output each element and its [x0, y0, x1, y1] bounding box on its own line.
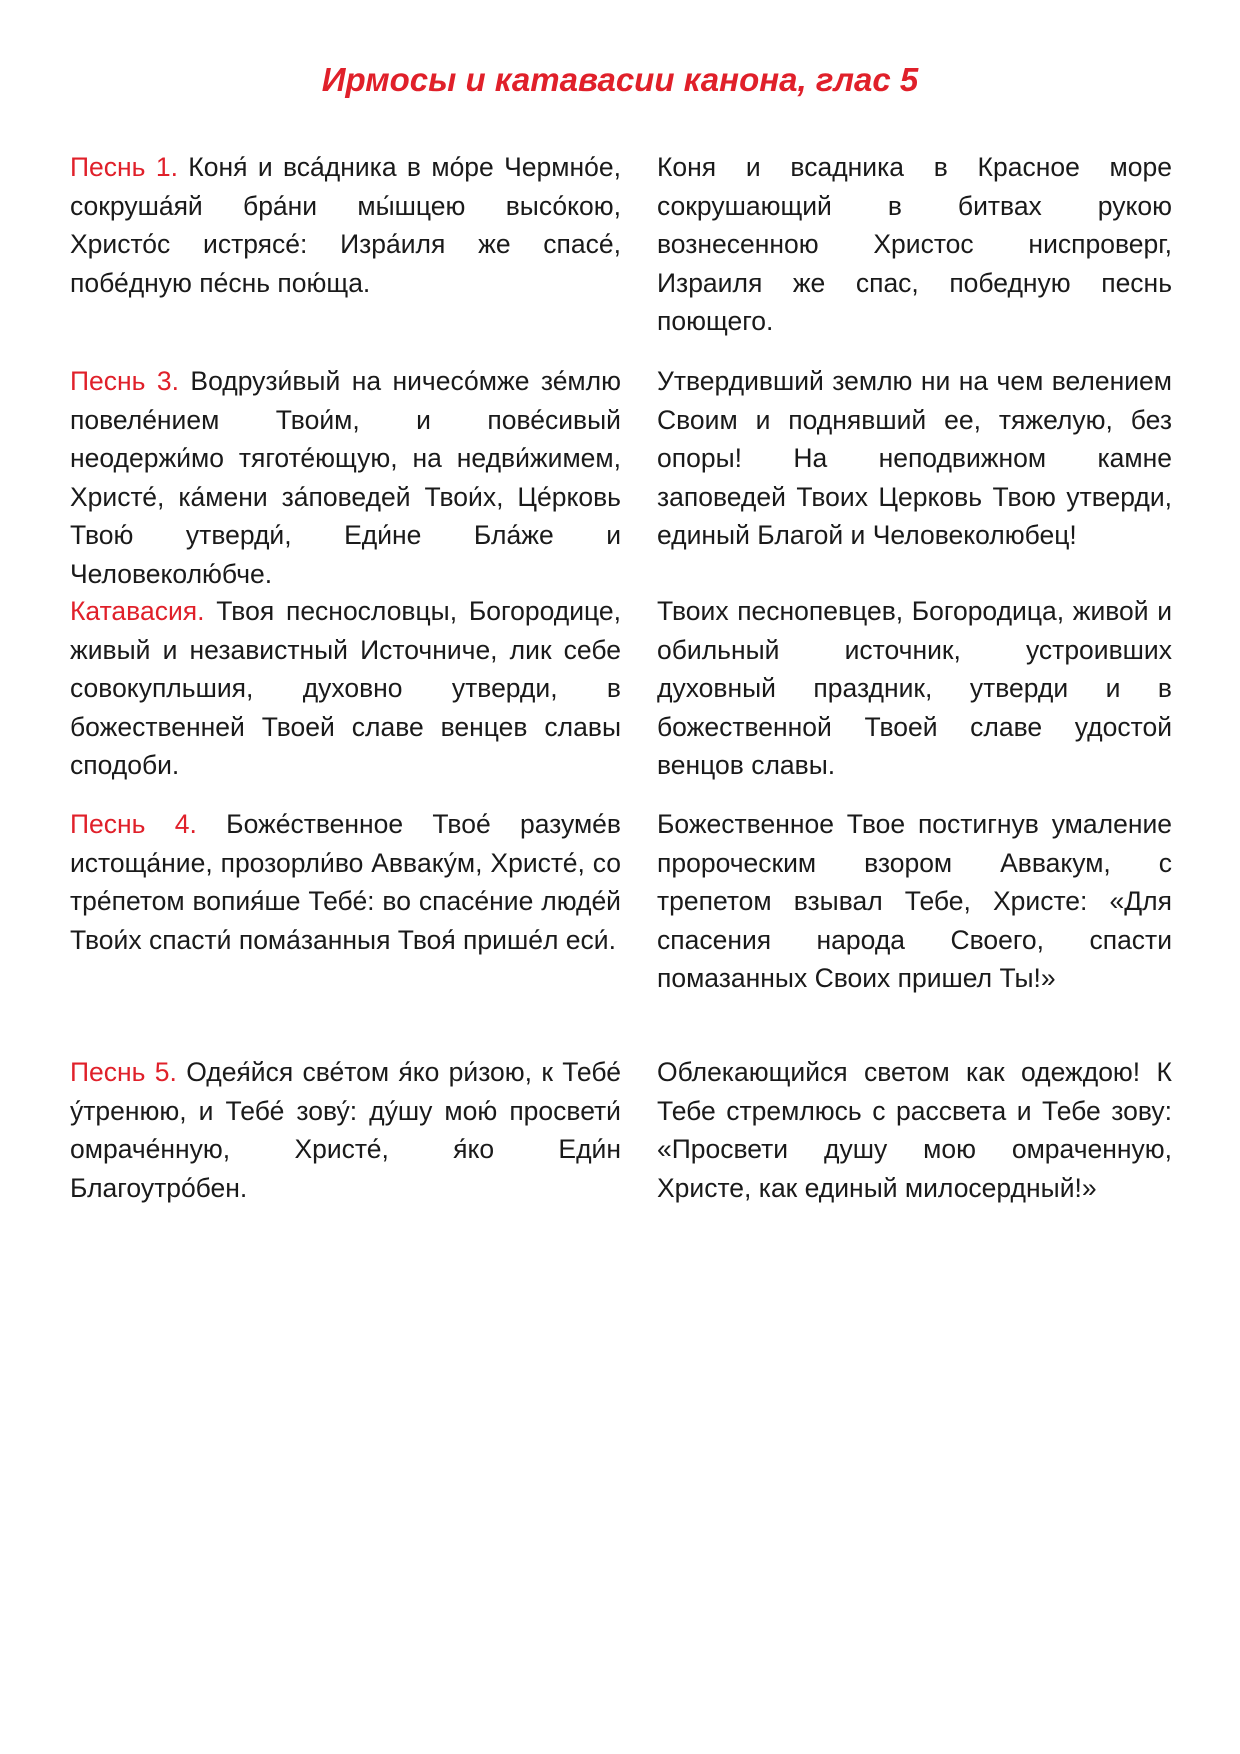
slavonic-text [70, 1053, 621, 1207]
slavonic-text [70, 362, 621, 594]
section-label: Катавасия. [70, 596, 205, 626]
page-title: Ирмосы и катавасии канона, глас 5 [321, 61, 919, 98]
section-song-1 [70, 148, 1172, 341]
slavonic-text [70, 148, 621, 341]
section-song-5 [70, 1053, 1172, 1207]
russian-translation: Божественное Твое постигнув умаление пророческим взором Аввакум, с трепетом взывал Тебе, Христе: «Для спасения народа Своего, спасти помазанных Своих пришел Ты!» [657, 809, 1172, 994]
slavonic-body: Коня́ и вса́дника в мо́ре Чермно́е, сокруша́яй бра́ни мы́шцею высо́кою, Христо́с истрясе́: Изра́иля же спасе́, побе́дную пе́снь пою́ща. [70, 152, 621, 298]
russian-translation: Облекающийся светом как одеждою! К Тебе стремлюсь с рассвета и Тебе зову: «Просвети душу мою омраченную, Христе, как единый милосердный!» [657, 1057, 1172, 1203]
slavonic-body: Одея́йся све́том я́ко ри́зою, к Тебе́ у́тренюю, и Тебе́ зову́: ду́шу мою́ просвети́ омраче́нную, Христе́, я́ко Еди́н Благоутро́бен. [70, 1057, 621, 1203]
section-label: Песнь 4. [70, 809, 197, 839]
russian-translation: Утвердивший землю ни на чем велением Своим и поднявший ее, тяжелую, без опоры! На неподвижном камне заповедей Твоих Церковь Твою утверди, единый Благой и Человеколюбец! [657, 366, 1172, 551]
section-song-4 [70, 805, 1172, 998]
section-label: Песнь 5. [70, 1057, 177, 1087]
slavonic-text [70, 592, 621, 785]
section-label: Песнь 3. [70, 366, 179, 396]
section-katavasia [70, 592, 1172, 785]
section-label: Песнь 1. [70, 152, 178, 182]
russian-translation: Твоих песнопевцев, Богородица, живой и обильный источник, устроивших духовный праздник, утверди и в божественной Твоей славе удостой венцов славы. [657, 596, 1172, 781]
slavonic-text [70, 805, 621, 998]
slavonic-body: Твоя песнословцы, Богородице, живый и независтный Источниче, лик себе совокупльшия, духовно утверди, в божественней Твоей славе венцев славы сподоби. [70, 596, 621, 781]
russian-translation: Коня и всадника в Красное море сокрушающий в битвах рукою вознесенною Христос ниспроверг, Израиля же спас, победную песнь поющего. [657, 152, 1172, 337]
section-song-3 [70, 362, 1172, 594]
slavonic-body: Водрузи́вый на ничесо́мже зе́млю повеле́нием Твои́м, и пове́сивый неодержи́мо тяготе́ющую, на недви́жимем, Христе́, ка́мени за́поведей Твои́х, Це́рковь Твою́ утверди́, Еди́не Бла́же и Человеколю́бче. [70, 366, 621, 589]
slavonic-body: Боже́ственное Твое́ разуме́в истоща́ние, прозорли́во Аввaку́м, Христе́, со тре́петом вопия́ше Тебе́: во спасе́ние люде́й Твои́х спасти́ пома́занныя Твоя́ прише́л еси́. [70, 809, 621, 955]
